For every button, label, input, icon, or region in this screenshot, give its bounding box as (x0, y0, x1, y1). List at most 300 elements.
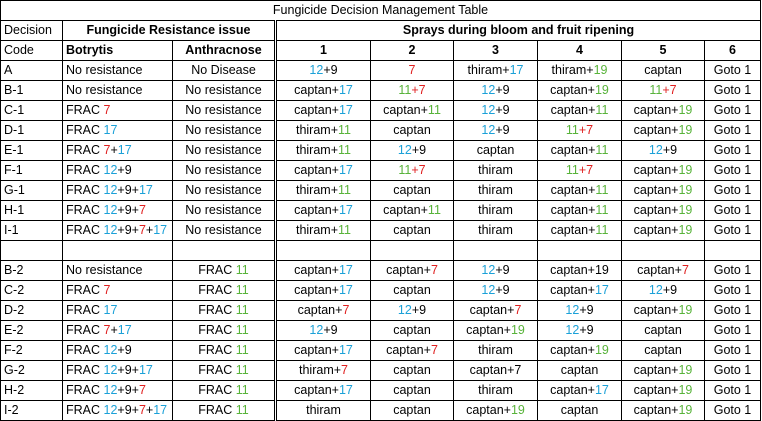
spray-cell (538, 321, 622, 341)
text-segment: Goto 1 (713, 103, 752, 117)
decision-code-cell: F-1 (1, 161, 63, 181)
text-segment: captan+ (383, 103, 428, 117)
text-segment: 12 (565, 323, 580, 337)
decision-code-cell: C-1 (1, 101, 63, 121)
botrytis-cell (63, 361, 173, 381)
text-segment: captan+ (550, 103, 596, 117)
text-segment: +9 (117, 343, 132, 357)
spray-cell (371, 341, 454, 361)
spray-cell (371, 381, 454, 401)
decision-code-cell: G-2 (1, 361, 63, 381)
table-row (1, 321, 761, 341)
text-segment: 19 (678, 203, 693, 217)
botrytis-cell (63, 61, 173, 81)
text-segment: 17 (338, 383, 353, 397)
text-segment: captan+ (383, 203, 428, 217)
text-segment: 12 (481, 263, 496, 277)
text-segment: + (110, 323, 118, 337)
spray-cell (538, 101, 622, 121)
anthracnose-cell (173, 381, 276, 401)
text-segment: 17 (103, 303, 118, 317)
decision-code-cell: D-1 (1, 121, 63, 141)
anthracnose-cell (173, 361, 276, 381)
table-row (1, 401, 761, 421)
text-segment: +9 (662, 283, 678, 297)
text-segment: captan+ (633, 363, 679, 377)
text-segment: captan+ (633, 123, 679, 137)
spray-cell (538, 381, 622, 401)
spray-cell (622, 261, 705, 281)
anthracnose-cell: No resistance (173, 201, 276, 221)
text-segment: 7 (681, 263, 689, 277)
text-segment: 7 (103, 283, 111, 297)
anthracnose-cell (173, 321, 276, 341)
spray-cell (454, 141, 538, 161)
text-segment: captan+7 (469, 363, 522, 377)
text-segment: thiram (478, 163, 513, 177)
text-segment: captan (393, 383, 431, 397)
botrytis-cell (63, 101, 173, 121)
text-segment: captan+ (550, 143, 596, 157)
text-segment: 12 (481, 283, 496, 297)
text-segment: 11 (595, 203, 609, 217)
table-row (1, 381, 761, 401)
spray-cell (538, 201, 622, 221)
text-segment: +9 (495, 123, 510, 137)
text-segment: 17 (117, 143, 132, 157)
spray-cell (705, 81, 761, 101)
text-segment: 19 (510, 323, 525, 337)
text-segment: +9 (579, 303, 594, 317)
spray-cell (538, 81, 622, 101)
spray-cell (705, 61, 761, 81)
text-segment: +9+ (117, 203, 139, 217)
text-segment: FRAC (198, 323, 236, 337)
text-segment: Goto 1 (713, 363, 752, 377)
spray-cell (538, 161, 622, 181)
text-segment: 12 (648, 143, 663, 157)
decision-code-cell: H-2 (1, 381, 63, 401)
text-segment: 11 (235, 303, 249, 317)
text-segment: 17 (338, 263, 353, 277)
text-segment: captan+ (550, 223, 596, 237)
text-segment: 12 (103, 403, 118, 417)
text-segment: 7 (342, 303, 350, 317)
table-row (1, 201, 761, 221)
table-row (1, 101, 761, 121)
text-segment: 7 (341, 363, 348, 377)
text-segment: 7 (138, 403, 146, 417)
anthracnose-cell (173, 281, 276, 301)
text-segment: captan+ (294, 163, 339, 177)
table-row (1, 361, 761, 381)
decision-code-cell: F-2 (1, 341, 63, 361)
table-row (1, 161, 761, 181)
text-segment: FRAC (66, 183, 104, 197)
spray-cell (371, 81, 454, 101)
text-segment: +7 (662, 83, 677, 97)
botrytis-cell (63, 181, 173, 201)
botrytis-cell (63, 221, 173, 241)
text-segment: 19 (594, 83, 609, 97)
text-segment: 12 (103, 223, 118, 237)
botrytis-cell (63, 161, 173, 181)
text-segment: 17 (153, 223, 168, 237)
spray-cell (276, 121, 371, 141)
text-segment: Goto 1 (713, 223, 752, 237)
spray-cell (371, 61, 454, 81)
text-segment: captan (644, 63, 682, 77)
text-segment: +9 (579, 323, 594, 337)
text-segment: FRAC (66, 223, 104, 237)
table-row (1, 81, 761, 101)
spray-cell (276, 261, 371, 281)
text-segment: captan+ (294, 283, 339, 297)
table-row (1, 141, 761, 161)
text-segment: +9+ (117, 403, 139, 417)
spray-cell (538, 361, 622, 381)
spray-cell (276, 101, 371, 121)
text-segment: +9+ (117, 363, 139, 377)
spray-cell (371, 221, 454, 241)
empty-cell (371, 241, 454, 261)
spray-cell (276, 161, 371, 181)
spray-cell (371, 301, 454, 321)
text-segment: +7 (578, 123, 594, 137)
text-segment: captan (393, 183, 431, 197)
spray-cell (276, 381, 371, 401)
table-row (1, 281, 761, 301)
text-segment: captan+ (550, 183, 596, 197)
text-segment: FRAC (66, 203, 104, 217)
text-segment: Goto 1 (713, 183, 752, 197)
spray-cell (454, 121, 538, 141)
botrytis-cell (63, 381, 173, 401)
spray-cell (622, 401, 705, 421)
text-segment: 17 (338, 163, 353, 177)
text-segment: 17 (594, 283, 609, 297)
text-segment: Goto 1 (713, 403, 752, 417)
text-segment: +9 (323, 63, 338, 77)
spray-cell (276, 281, 371, 301)
text-segment: thiram+ (299, 363, 342, 377)
text-segment: +9+ (117, 183, 139, 197)
anthracnose-cell: No resistance (173, 141, 276, 161)
empty-cell (63, 241, 173, 261)
text-segment: FRAC (66, 383, 104, 397)
header-row-2 (1, 41, 761, 61)
spray-cell (371, 401, 454, 421)
text-segment: FRAC (198, 303, 236, 317)
spray-cell (454, 301, 538, 321)
text-segment: 17 (594, 383, 609, 397)
text-segment: captan+ (633, 223, 679, 237)
text-segment: 11 (235, 383, 249, 397)
text-segment: captan+ (633, 183, 679, 197)
spray-cell (454, 321, 538, 341)
text-segment: 19 (594, 343, 609, 357)
text-segment: 11 (398, 163, 412, 177)
text-segment: 11 (427, 203, 441, 217)
spray-cell (705, 341, 761, 361)
table-row (1, 181, 761, 201)
spray-cell (538, 61, 622, 81)
text-segment: FRAC (66, 323, 104, 337)
text-segment: +9 (411, 303, 427, 317)
spray-cell (454, 61, 538, 81)
spray-number-header: 5 (622, 41, 705, 61)
text-segment: 12 (397, 143, 412, 157)
spray-cell (705, 201, 761, 221)
text-segment: 11 (338, 123, 351, 137)
text-segment: captan+ (294, 203, 339, 217)
text-segment: 11 (595, 183, 609, 197)
empty-cell (705, 241, 761, 261)
decision-code-cell: E-1 (1, 141, 63, 161)
spray-cell (371, 281, 454, 301)
anthracnose-cell: No resistance (173, 121, 276, 141)
text-segment: No resistance (66, 83, 143, 97)
text-segment: 11 (427, 103, 441, 117)
text-segment: captan (476, 143, 515, 157)
text-segment: 11 (338, 223, 351, 237)
spray-cell (371, 261, 454, 281)
text-segment: 12 (103, 383, 118, 397)
botrytis-cell (63, 281, 173, 301)
text-segment: 11 (565, 163, 579, 177)
spray-cell (538, 181, 622, 201)
text-segment: Goto 1 (713, 63, 752, 77)
text-segment: FRAC (198, 403, 236, 417)
text-segment: FRAC (198, 363, 236, 377)
text-segment: 7 (138, 383, 146, 397)
decision-code-cell: I-2 (1, 401, 63, 421)
text-segment: captan+ (297, 303, 343, 317)
text-segment: thiram+ (467, 63, 510, 77)
spray-cell (371, 121, 454, 141)
text-segment: Goto 1 (713, 303, 752, 317)
text-segment: +9 (411, 143, 427, 157)
spray-cell (705, 401, 761, 421)
text-segment: thiram+ (551, 63, 594, 77)
text-segment: thiram+ (295, 123, 339, 137)
text-segment: 12 (103, 363, 118, 377)
spray-cell (705, 381, 761, 401)
empty-cell (538, 241, 622, 261)
header-row-1 (1, 21, 761, 41)
text-segment: 11 (235, 323, 249, 337)
text-segment: 7 (430, 343, 438, 357)
table-row (1, 301, 761, 321)
decision-header: Decision (1, 21, 63, 41)
text-segment: 11 (565, 123, 579, 137)
text-segment: Goto 1 (713, 343, 752, 357)
spray-number-header: 6 (705, 41, 761, 61)
decision-code-cell: G-1 (1, 181, 63, 201)
decision-code-cell: D-2 (1, 301, 63, 321)
spray-cell (371, 321, 454, 341)
text-segment: 12 (481, 123, 496, 137)
spray-cell (705, 321, 761, 341)
text-segment: 19 (678, 223, 693, 237)
anthracnose-cell: No resistance (173, 81, 276, 101)
text-segment: captan+ (294, 103, 339, 117)
separator-row (1, 241, 761, 261)
table-row (1, 261, 761, 281)
spray-cell (454, 401, 538, 421)
spray-cell (454, 81, 538, 101)
table-row (1, 61, 761, 81)
botrytis-cell (63, 141, 173, 161)
botrytis-cell (63, 261, 173, 281)
spray-cell (276, 141, 371, 161)
spray-cell (705, 181, 761, 201)
text-segment: captan+ (550, 203, 596, 217)
spray-number-header: 3 (454, 41, 538, 61)
text-segment: FRAC (66, 403, 104, 417)
text-segment: 7 (103, 323, 111, 337)
spray-cell (538, 341, 622, 361)
botrytis-header: Botrytis (63, 41, 173, 61)
spray-cell (538, 221, 622, 241)
code-header: Code (1, 41, 63, 61)
text-segment: 19 (678, 363, 693, 377)
spray-cell (622, 121, 705, 141)
text-segment: FRAC (66, 363, 104, 377)
text-segment: 17 (509, 63, 524, 77)
decision-code-cell: E-2 (1, 321, 63, 341)
text-segment: + (145, 223, 154, 237)
spray-cell (276, 361, 371, 381)
text-segment: 19 (678, 123, 693, 137)
text-segment: 12 (103, 203, 118, 217)
decision-code-cell: A (1, 61, 63, 81)
text-segment: +9 (323, 323, 338, 337)
resistance-group-header: Fungicide Resistance issue (63, 21, 276, 41)
spray-cell (538, 121, 622, 141)
botrytis-cell (63, 321, 173, 341)
text-segment: captan+ (386, 263, 431, 277)
text-segment: thiram+ (295, 143, 339, 157)
text-segment: 17 (338, 83, 353, 97)
text-segment: Goto 1 (713, 203, 752, 217)
text-segment: Goto 1 (713, 83, 752, 97)
spray-cell (705, 261, 761, 281)
text-segment: 11 (235, 363, 249, 377)
spray-cell (705, 121, 761, 141)
text-segment: captan+ (469, 303, 515, 317)
text-segment: FRAC (198, 383, 236, 397)
spray-cell (622, 361, 705, 381)
text-segment: thiram (478, 203, 513, 217)
text-segment: 17 (138, 363, 153, 377)
spray-cell (276, 201, 371, 221)
spray-cell (276, 181, 371, 201)
spray-cell (622, 101, 705, 121)
text-segment: 17 (338, 343, 353, 357)
spray-cell (622, 221, 705, 241)
spray-cell (705, 141, 761, 161)
text-segment: captan+ (550, 383, 595, 397)
text-segment: captan (393, 223, 431, 237)
spray-cell (276, 341, 371, 361)
text-segment: captan (393, 283, 431, 297)
spray-cell (705, 361, 761, 381)
table-row (1, 221, 761, 241)
spray-cell (622, 61, 705, 81)
text-segment: 7 (430, 263, 438, 277)
table-row (1, 121, 761, 141)
spray-cell (371, 361, 454, 381)
text-segment: 7 (103, 103, 111, 117)
text-segment: captan+ (386, 343, 431, 357)
anthracnose-cell: No resistance (173, 181, 276, 201)
anthracnose-cell (173, 261, 276, 281)
text-segment: 11 (649, 83, 663, 97)
text-segment: captan+ (466, 403, 511, 417)
anthracnose-cell: No Disease (173, 61, 276, 81)
anthracnose-cell: No resistance (173, 161, 276, 181)
text-segment: 12 (309, 323, 324, 337)
spray-cell (538, 141, 622, 161)
text-segment: thiram (478, 383, 513, 397)
text-segment: captan+ (550, 283, 595, 297)
table-row (1, 341, 761, 361)
spray-cell (454, 221, 538, 241)
text-segment: captan (560, 403, 599, 417)
spray-cell (454, 101, 538, 121)
spray-cell (538, 281, 622, 301)
text-segment: 11 (235, 263, 249, 277)
text-segment: 19 (510, 403, 525, 417)
text-segment: 11 (235, 283, 249, 297)
spray-cell (371, 161, 454, 181)
text-segment: 11 (595, 103, 609, 117)
anthracnose-cell (173, 341, 276, 361)
text-segment: captan+ (294, 383, 339, 397)
text-segment: FRAC (66, 343, 104, 357)
text-segment: 12 (103, 163, 118, 177)
empty-cell (173, 241, 276, 261)
text-segment: 19 (678, 183, 693, 197)
text-segment: FRAC (198, 263, 236, 277)
text-segment: 11 (595, 143, 609, 157)
spray-cell (622, 181, 705, 201)
text-segment: captan (644, 343, 682, 357)
spray-cell (622, 341, 705, 361)
decision-code-cell: C-2 (1, 281, 63, 301)
text-segment: 12 (103, 343, 118, 357)
spray-cell (454, 181, 538, 201)
text-segment: Goto 1 (713, 143, 752, 157)
empty-cell (276, 241, 371, 261)
text-segment: 12 (481, 83, 496, 97)
text-segment: +9 (495, 83, 510, 97)
text-segment: No resistance (66, 63, 143, 77)
botrytis-cell (63, 121, 173, 141)
text-segment: thiram (478, 223, 513, 237)
text-segment: FRAC (66, 143, 104, 157)
text-segment: 12 (648, 283, 663, 297)
text-segment: +9+ (117, 223, 139, 237)
spray-cell (276, 301, 371, 321)
text-segment: 19 (678, 383, 693, 397)
table-title: Fungicide Decision Management Table (1, 1, 761, 21)
text-segment: captan+ (550, 83, 595, 97)
text-segment: +9 (495, 263, 510, 277)
spray-cell (276, 81, 371, 101)
spray-cell (622, 81, 705, 101)
